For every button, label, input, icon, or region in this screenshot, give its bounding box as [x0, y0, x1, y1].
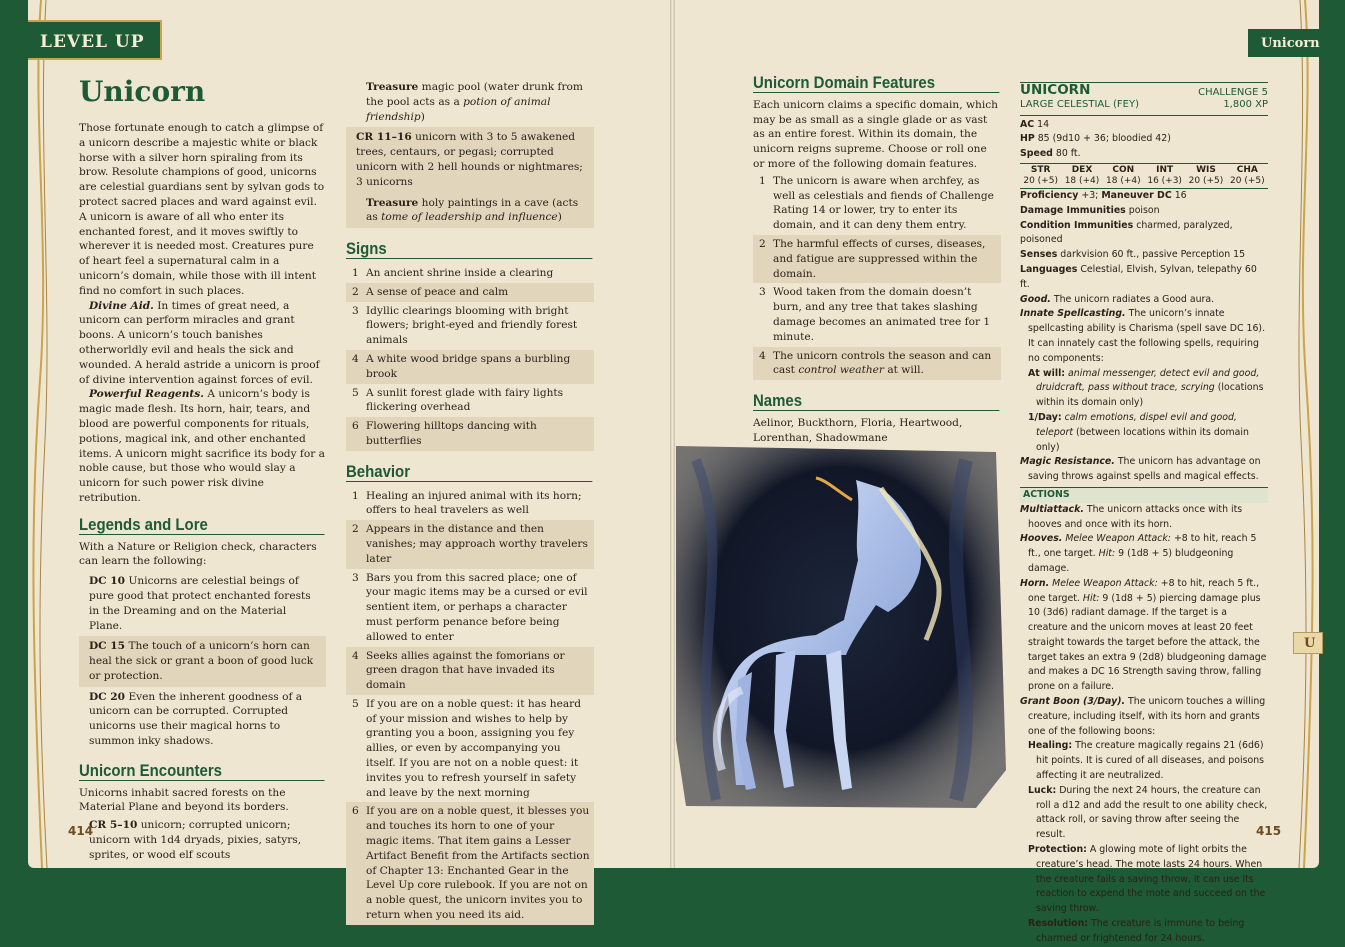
cr-text: unicorn with 3 to 5 awakened trees, centaurs, or pegasi; corrupted unicorn with 2 hell hounds or nightmares; 3 unicorns [356, 131, 583, 188]
ability-score: 20 (+5) [1188, 175, 1224, 186]
row-number: 5 [352, 697, 359, 710]
prof-value: +3; [1081, 189, 1099, 201]
domain-row [753, 235, 1001, 283]
action-label: Hooves. [1020, 533, 1063, 545]
row-text: The unicorn is aware when archfey, as well as celestials and fiends of Challenge Rating 14 or lower, try to enter its domain, and it can deny them entry. [773, 174, 994, 232]
row-text: Healing an injured animal with its horn; offers to heal travelers as well [366, 489, 582, 517]
lang-label: Languages [1020, 263, 1078, 275]
row-text: Wood taken from the domain doesn’t burn, and any tree that takes slashing damage becomes an animated tree for 1 minute. [773, 286, 991, 343]
ability-con [1103, 165, 1144, 187]
attack-type: Melee Weapon Attack: [1052, 577, 1158, 589]
middle-column [346, 77, 594, 925]
ability-str [1020, 165, 1061, 187]
action-grant-boon [1020, 695, 1268, 739]
domain-row [753, 347, 1001, 381]
ability-name: DEX [1071, 164, 1093, 175]
row-text: Seeks allies against the fomorians or green dragon that have invaded its domain [366, 649, 565, 692]
page-title: Unicorn [79, 75, 206, 108]
row-number: 2 [759, 237, 766, 250]
boon-luck [1020, 784, 1268, 843]
spell-freq: 1/Day: [1028, 411, 1062, 423]
row-text: A sense of peace and calm [366, 285, 509, 298]
treasure-close: ) [420, 110, 425, 123]
senses-value: darkvision 60 ft., passive Perception 15 [1060, 249, 1246, 261]
boon-text: The creature magically regains 21 (6d6) hit points. It is cured of all diseases, and poisons affecting it are neutralized. [1036, 740, 1265, 782]
lore-dc10 [79, 571, 326, 636]
left-vine-border [30, 0, 52, 868]
behavior-heading: Behavior [346, 465, 593, 482]
stat-block [1020, 82, 1268, 947]
cr-label: CR 11–16 [356, 131, 412, 144]
ability-cha [1227, 165, 1268, 187]
sign-row [346, 302, 594, 350]
lore-text: The touch of a unicorn’s horn can heal the sick or grant a boon of good luck or protection. [89, 640, 314, 682]
behavior-row [346, 695, 594, 803]
row-number: 6 [352, 805, 359, 818]
signs-heading: Signs [346, 242, 593, 259]
row-text: The harmful effects of curses, diseases, and fatigue are suppressed within the domain. [773, 237, 986, 280]
names-heading: Names [753, 394, 1000, 411]
trait-text: The unicorn has advantage on saving throws against spells and magical effects. [1028, 456, 1261, 483]
lore-text: Even the inherent goodness of a unicorn can be corrupted. Corrupted unicorns use their magical horns to summon inky shadows. [89, 690, 303, 748]
domain-heading: Unicorn Domain Features [753, 76, 1000, 93]
speed-value: 80 ft. [1055, 148, 1081, 160]
damage-immunities [1020, 204, 1268, 219]
spells-per-day [1020, 411, 1268, 455]
boon-label: Healing: [1028, 740, 1073, 752]
action-label: Grant Boon (3/Day). [1020, 696, 1126, 708]
hp-value: 85 (9d10 + 36; bloodied 42) [1037, 133, 1171, 145]
ability-score: 20 (+5) [1023, 175, 1058, 186]
cr-label: CR 5–10 [89, 819, 138, 832]
divine-aid-label: Divine Aid. [89, 299, 154, 312]
behavior-row [346, 802, 594, 924]
dc-label: DC 15 [89, 640, 126, 653]
treasure-item: tome of leadership and influence [381, 211, 558, 224]
row-number: 3 [759, 286, 766, 299]
treasure-close: ) [557, 211, 562, 224]
right-column [753, 73, 1001, 446]
ac-line [1020, 118, 1268, 133]
lang-value: Celestial, Elvish, Sylvan, telepathy 60 ft. [1020, 263, 1257, 290]
ability-wis [1185, 165, 1226, 187]
names-list: Aelinor, Buckthorn, Floria, Heartwood, Lorenthan, Shadowmane [753, 416, 963, 444]
row-text: A sunlit forest glade with fairy lights flickering overhead [366, 386, 564, 414]
boon-label: Luck: [1028, 784, 1057, 796]
encounters-heading: Unicorn Encounters [79, 764, 325, 781]
treasure-text: magic pool (water drunk from the pool acts as a [366, 81, 583, 108]
ability-score: 16 (+3) [1147, 175, 1182, 186]
trait-text: The unicorn radiates a Good aura. [1053, 293, 1215, 305]
encounters-intro: Unicorns inhabit sacred forests on the Material Plane and beyond its borders. [79, 786, 289, 814]
row-text: Flowering hilltops dancing with butterflies [366, 420, 537, 447]
row-text: An ancient shrine inside a clearing [366, 266, 554, 279]
behavior-row [346, 569, 594, 647]
domain4-text: The unicorn controls the season and can cast [773, 349, 992, 377]
spell-list: calm emotions, dispel evil and good, teleport [1036, 411, 1237, 438]
row-number: 5 [352, 386, 359, 399]
row-number: 4 [759, 349, 766, 362]
right-vine-border [1294, 0, 1316, 868]
row-text: If you are on a noble quest: it has heard of your mission and wishes to help by granting you a boon, assigning you fey allies, or even by accompanying you itself. If you are not on a noble quest: it invites you to refresh yourself in safety and leave by the next morning [366, 697, 582, 799]
spell-note: (locations within its domain only) [1036, 382, 1264, 409]
row-text: Idyllic clearings blooming with bright flowers; bright-eyed and friendly forest animals [366, 304, 578, 347]
treasure-pool [346, 77, 594, 127]
cr-text: unicorn; corrupted unicorn; unicorn with 1d4 dryads, pixies, satyrs, sprites, or wood elf scouts [89, 819, 302, 861]
dmg-imm-value: poison [1128, 204, 1160, 216]
divider [1020, 163, 1268, 164]
cond-imm-value: charmed, paralyzed, poisoned [1020, 219, 1233, 246]
ability-score: 18 (+4) [1106, 175, 1141, 186]
reagents-text: A unicorn’s body is magic made flesh. Its horn, hair, tears, and blood are powerful components for rituals, potions, magical ink, and other enchanted items. A unicorn might sacrifice its body for a noble cause, but those who would slay a unicorn for such power risk divine retribution. [79, 388, 325, 504]
spells-at-will [1020, 367, 1268, 411]
attack-type: Melee Weapon Attack: [1065, 533, 1171, 545]
ac-value: 14 [1037, 118, 1050, 130]
row-number: 1 [352, 489, 359, 502]
attack-text: +8 to hit, reach 5 ft., one target. [1028, 533, 1257, 560]
thumb-index-tab: U [1293, 632, 1323, 654]
hit-text: 9 (1d8 + 5) piercing damage plus 10 (3d6) radiant damage. If the target is a creature and the unicorn moves at least 20 feet straight towards the target before the attack, the target takes an extra 9 (2d8) bludgeoning damage and makes a DC 16 Strength saving throw, falling prone on a failure. [1028, 592, 1267, 693]
page-number-right: 415 [1256, 824, 1282, 838]
trait-good [1020, 293, 1268, 308]
boon-text: During the next 24 hours, the creature can roll a d12 and add the result to one ability check, attack roll, or saving throw after seeing the result. [1036, 784, 1268, 841]
lore-dc15 [79, 636, 326, 686]
ability-name: INT [1156, 164, 1174, 175]
divider [1020, 115, 1268, 116]
dmg-imm-label: Damage Immunities [1020, 204, 1126, 216]
page-number-left: 414 [68, 824, 94, 838]
behavior-row [346, 487, 594, 521]
senses-label: Senses [1020, 249, 1058, 261]
ability-name: CON [1112, 164, 1135, 175]
trait-magic-resistance [1020, 455, 1268, 485]
action-hooves [1020, 532, 1268, 576]
treasure-label: Treasure [366, 196, 419, 209]
encounter-cr-11-16-block [346, 127, 594, 228]
stat-subheader [1020, 98, 1268, 113]
behavior-row [346, 647, 594, 695]
treasure-label: Treasure [366, 81, 419, 93]
behavior-row [346, 520, 594, 568]
xp: 1,800 XP [1223, 98, 1268, 110]
lore-text: Unicorns are celestial beings of pure good that protect enchanted forests in the Dreaming and on the Material Plane. [89, 575, 311, 632]
row-number: 3 [352, 304, 359, 317]
hp-label: HP [1020, 133, 1035, 145]
hp-line [1020, 132, 1268, 147]
ability-dex [1061, 165, 1102, 187]
boon-text: The creature is immune to being charmed or frightened for 24 hours. [1036, 918, 1245, 944]
unicorn-illustration [676, 440, 1008, 812]
trait-text: The unicorn’s innate spellcasting ability is Charisma (spell save DC 16). It can innately cast the following spells, requiring no components: [1028, 308, 1266, 364]
maneuver-value: 16 [1174, 189, 1187, 201]
row-number: 1 [759, 174, 766, 187]
boon-label: Protection: [1028, 844, 1087, 856]
ability-name: CHA [1236, 164, 1258, 175]
action-text: The unicorn attacks once with its hooves and once with its horn. [1028, 503, 1243, 530]
ability-name: STR [1030, 164, 1051, 175]
domain-intro: Each unicorn claims a specific domain, which may be as small as a single glade or as vast as an entire forest. Within its domain, the unicorn reigns supreme. Choose or roll one or more of the following domain features. [753, 98, 999, 170]
book-spine [670, 0, 675, 868]
domain4-spell: control weather [798, 364, 884, 377]
treasure-paintings [346, 193, 594, 229]
row-number: 2 [352, 523, 359, 536]
boon-label: Resolution: [1028, 918, 1089, 930]
row-number: 2 [352, 285, 359, 298]
legends-heading: Legends and Lore [79, 518, 325, 535]
boon-healing [1020, 739, 1268, 783]
proficiency-line [1020, 189, 1268, 204]
treasure-item: potion of animal friendship [366, 95, 551, 123]
hit-label: Hit: [1082, 592, 1100, 604]
reagents-label: Powerful Reagents. [89, 388, 204, 401]
left-column [79, 76, 326, 866]
row-text: Appears in the distance and then vanishes; may approach worthy travelers later [366, 523, 588, 565]
row-number: 4 [352, 649, 359, 662]
action-horn [1020, 577, 1268, 695]
boon-resolution [1020, 917, 1268, 947]
spell-freq: At will: [1028, 367, 1066, 379]
reagents-paragraph [79, 387, 326, 505]
domain4-end: at will. [887, 364, 924, 377]
divine-aid-paragraph [79, 299, 326, 388]
sign-row [346, 283, 594, 302]
row-text: Bars you from this sacred place; one of your magic items may be a cursed or evil sentient item, or perhaps a character must perform penance before being allowed to enter [366, 571, 588, 643]
languages [1020, 263, 1268, 293]
actions-heading: ACTIONS [1020, 487, 1268, 503]
row-number: 3 [352, 571, 359, 584]
trait-spellcasting [1020, 307, 1268, 366]
speed-line [1020, 147, 1268, 162]
spell-note: (between locations within its domain only) [1036, 426, 1249, 453]
trait-label: Magic Resistance. [1020, 456, 1115, 468]
legends-intro: With a Nature or Religion check, characters can learn the following: [79, 540, 317, 568]
ac-label: AC [1020, 118, 1035, 130]
ability-scores [1020, 165, 1268, 189]
row-number: 4 [352, 352, 359, 365]
challenge: CHALLENGE 5 [1198, 87, 1268, 98]
action-text: The unicorn touches a willing creature, including itself, with its horn and grants one of the following boons: [1028, 696, 1266, 737]
action-label: Horn. [1020, 577, 1050, 589]
ability-score: 18 (+4) [1064, 175, 1100, 186]
cond-imm-label: Condition Immunities [1020, 219, 1134, 231]
dc-label: DC 20 [89, 690, 126, 703]
attack-text: +8 to hit, reach 5 ft., one target. [1028, 577, 1260, 604]
divine-aid-text: In times of great need, a unicorn can perform miracles and grant boons. A unicorn’s touch banishes otherworldly evil and heals the sick and wounded. A herald astride a unicorn is proof of divine intervention against forces of evil. [79, 299, 320, 386]
condition-immunities [1020, 219, 1268, 249]
ability-name: WIS [1196, 164, 1216, 175]
speed-label: Speed [1020, 148, 1053, 160]
row-text [773, 349, 997, 379]
boon-text: A glowing mote of light orbits the creature’s head. The mote lasts 24 hours. When the creature fails a saving throw, it can use its reaction to expend the mote and succeed on the saving throw. [1036, 844, 1266, 915]
trait-label: Innate Spellcasting. [1020, 308, 1126, 320]
row-number: 6 [352, 420, 359, 433]
chapter-tab: Unicorn [1248, 29, 1320, 57]
row-text: If you are on a noble quest, it blesses you and touches its horn to one of your magic items. That item gains a Lesser Artifact Benefit from the Artifacts section of Chapter 13: Enchanted Gear in the Level Up core rulebook. If you are not on a noble quest, the unicorn invites you to return when you need its aid. [366, 805, 590, 922]
senses [1020, 248, 1268, 263]
ability-score: 20 (+5) [1230, 175, 1265, 186]
hit-label: Hit: [1098, 548, 1116, 560]
encounter-cr-5-10 [79, 815, 326, 865]
spell-list: animal messenger, detect evil and good, druidcraft, pass without trace, scrying [1036, 367, 1260, 394]
sign-row [346, 350, 594, 384]
monster-type: LARGE CELESTIAL (FEY) [1020, 98, 1140, 110]
level-up-logo: LEVEL UP [28, 20, 162, 60]
action-multiattack [1020, 503, 1268, 533]
action-label: Multiattack. [1020, 503, 1084, 515]
maneuver-label: Maneuver DC [1101, 189, 1172, 201]
sign-row [346, 417, 594, 451]
row-number: 1 [352, 266, 359, 279]
domain-row [753, 283, 1001, 346]
lore-dc20 [79, 687, 326, 752]
dc-label: DC 10 [89, 575, 126, 588]
domain-row [753, 172, 1001, 235]
treasure-text: holy paintings in a cave (acts as [366, 196, 579, 224]
row-text: A white wood bridge spans a burbling brook [366, 352, 571, 380]
hit-text: 9 (1d8 + 5) bludgeoning damage. [1028, 548, 1234, 574]
intro-paragraph: Those fortunate enough to catch a glimpse of a unicorn describe a majestic white or black horse with a silver horn spiraling from its brow. Resolute champions of good, unicorns are celestial guardians sent by sylvan gods to protect sacred places and ward against evil. A unicorn is aware of all who enter its enchanted forest, and it moves swiftly to wherever it is needed most. Creatures pure of heart feel a supernatural calm in a unicorn’s domain, while those with ill intent find no comfort in such places. [79, 122, 325, 297]
trait-label: Good. [1020, 293, 1051, 305]
prof-label: Proficiency [1020, 189, 1079, 201]
monster-name: UNICORN [1020, 82, 1091, 98]
sign-row [346, 384, 594, 418]
ability-int [1144, 165, 1185, 187]
boon-protection [1020, 843, 1268, 917]
encounter-cr-11-16 [346, 127, 594, 192]
sign-row [346, 264, 594, 283]
